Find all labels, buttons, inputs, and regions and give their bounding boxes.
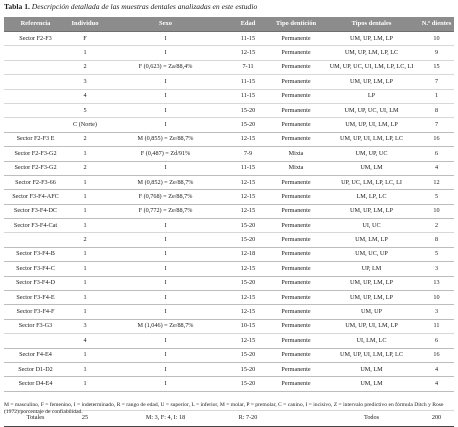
cell-tipo-denticion: Permanente (268, 175, 324, 189)
cell-num-dientes: 10 (419, 291, 454, 305)
cell-num-dientes: 1 (419, 89, 454, 103)
cell-sexo: I (103, 118, 228, 132)
cell-referencia: Sector D1-D2 (4, 362, 67, 376)
cell-individuo: 1 (67, 46, 103, 60)
cell-individuo: F (67, 32, 103, 46)
cell-tipos-dentales: UM, UP, UC, UI, LM (324, 103, 419, 117)
cell-sexo: I (103, 75, 228, 89)
cell-num-dientes: 7 (419, 75, 454, 89)
cell-individuo: 2 (67, 233, 103, 247)
cell-sexo: I (103, 377, 228, 391)
cell-individuo: 3 (67, 319, 103, 333)
table-row (4, 319, 454, 333)
cell-sexo: I (103, 334, 228, 348)
cell-individuo: 1 (67, 305, 103, 319)
cell-num-dientes: 15 (419, 60, 454, 74)
cell-individuo: 2 (67, 60, 103, 74)
caption-text: Descripción detallada de las muestras dentales analizadas en este estudio (31, 2, 258, 11)
cell-individuo: 1 (67, 219, 103, 233)
cell-tipo-denticion: Permanente (268, 233, 324, 247)
cell-tipo-denticion: Permanente (268, 219, 324, 233)
cell-tipos-dentales: UM, UP, LM, LP (324, 204, 419, 218)
cell-num-dientes: 7 (419, 118, 454, 132)
table-row (4, 219, 454, 233)
table-row (4, 348, 454, 362)
cell-num-dientes: 13 (419, 276, 454, 290)
cell-individuo: 4 (67, 334, 103, 348)
cell-individuo: 1 (67, 348, 103, 362)
cell-individuo: 1 (67, 291, 103, 305)
cell-num-dientes: 10 (419, 32, 454, 46)
cell-sexo: M (0,855) = Ze/88,7% (103, 132, 228, 146)
cell-referencia: Sector D4-E4 (4, 377, 67, 391)
cell-sexo: I (103, 305, 228, 319)
cell-tipo-denticion: Permanente (268, 118, 324, 132)
cell-num-dientes: 4 (419, 377, 454, 391)
cell-tipos-dentales: UM, UP, LM, LP (324, 32, 419, 46)
cell-tipo-denticion: Permanente (268, 362, 324, 376)
cell-edad: 12-15 (228, 334, 268, 348)
totals-cell-edad: R: 7-20 (228, 410, 268, 426)
table-row (4, 60, 454, 74)
cell-edad: 12-15 (228, 291, 268, 305)
cell-tipo-denticion: Permanente (268, 60, 324, 74)
cell-tipos-dentales: UI, UC (324, 219, 419, 233)
cell-referencia: Sector F2-F3 (4, 32, 67, 46)
cell-edad: 7-11 (228, 60, 268, 74)
cell-num-dientes: 11 (419, 319, 454, 333)
table-row (4, 147, 454, 161)
cell-sexo: I (103, 219, 228, 233)
cell-num-dientes: 4 (419, 161, 454, 175)
table-row (4, 334, 454, 348)
cell-tipos-dentales: UM, UP, UC (324, 147, 419, 161)
cell-tipos-dentales: UM, UP, UI, LM, LP, LC (324, 132, 419, 146)
cell-tipo-denticion: Permanente (268, 132, 324, 146)
cell-tipo-denticion: Permanente (268, 305, 324, 319)
cell-referencia: Sector F4-E4 (4, 348, 67, 362)
cell-tipo-denticion: Permanente (268, 32, 324, 46)
cell-individuo: 1 (67, 276, 103, 290)
cell-tipos-dentales: UM, UP, UI, LM, LP (324, 319, 419, 333)
cell-individuo: 3 (67, 75, 103, 89)
table-row (4, 103, 454, 117)
cell-tipo-denticion: Permanente (268, 103, 324, 117)
cell-tipos-dentales: UP, LM (324, 262, 419, 276)
cell-referencia: Sector F3-F4-E (4, 291, 67, 305)
table-row (4, 233, 454, 247)
table-row (4, 161, 454, 175)
cell-referencia: Sector F3-G3 (4, 319, 67, 333)
cell-num-dientes: 4 (419, 362, 454, 376)
cell-individuo: C (Norte) (67, 118, 103, 132)
cell-num-dientes: 16 (419, 132, 454, 146)
cell-tipos-dentales: UM, LM (324, 161, 419, 175)
cell-sexo: F (0,768) = Ze/88,7% (103, 190, 228, 204)
cell-tipo-denticion: Permanente (268, 348, 324, 362)
cell-num-dientes: 12 (419, 175, 454, 189)
cell-edad: 12-15 (228, 132, 268, 146)
cell-tipos-dentales: UM, UP, LM, LP, LC (324, 46, 419, 60)
cell-edad: 7-9 (228, 147, 268, 161)
cell-referencia: Sector F2-F3-G2 (4, 161, 67, 175)
cell-referencia (4, 75, 67, 89)
table-row (4, 204, 454, 218)
cell-tipo-denticion: Permanente (268, 276, 324, 290)
cell-tipos-dentales: LP (324, 89, 419, 103)
cell-edad: 15-20 (228, 362, 268, 376)
totals-cell-referencia: Totales (4, 410, 67, 426)
cell-referencia: Sector F2-F3-66 (4, 175, 67, 189)
cell-edad: 15-20 (228, 118, 268, 132)
cell-num-dientes: 8 (419, 103, 454, 117)
cell-edad: 12-18 (228, 247, 268, 261)
cell-tipos-dentales: UM, LM (324, 362, 419, 376)
table-row (4, 32, 454, 46)
table-footnote: M = masculino, F = femenino, I = indeterminado, R = rango de edad, U = superior, L = inferior, M = molar, P = premolar, C = canino, I = incisivo, Z = intervalo predictivo en fórmula Ditch y Rose (1972)/porcentaje de confiabilidad. (4, 402, 444, 415)
cell-referencia (4, 46, 67, 60)
cell-sexo: F (0,623) = Za/88,4% (103, 60, 228, 74)
totals-cell-num-dientes: 200 (419, 410, 454, 426)
table-row (4, 262, 454, 276)
cell-tipos-dentales: UM, UP (324, 305, 419, 319)
cell-referencia: Sector F2-F3-G2 (4, 147, 67, 161)
cell-sexo: I (103, 348, 228, 362)
table-row (4, 276, 454, 290)
cell-sexo: I (103, 233, 228, 247)
cell-edad: 10-15 (228, 319, 268, 333)
header-tipo-denticion: Tipo dentición (268, 17, 324, 32)
cell-sexo: M (1,046) = Ze/88,7% (103, 319, 228, 333)
cell-tipos-dentales: UM, UP, UI, LM, LP (324, 118, 419, 132)
cell-referencia (4, 103, 67, 117)
cell-num-dientes: 6 (419, 147, 454, 161)
cell-edad: 11-15 (228, 75, 268, 89)
cell-edad: 12-15 (228, 204, 268, 218)
table-row (4, 75, 454, 89)
cell-referencia (4, 118, 67, 132)
cell-edad: 11-15 (228, 89, 268, 103)
table-row (4, 190, 454, 204)
cell-tipos-dentales: UM, UP, LM, LP (324, 276, 419, 290)
cell-sexo: I (103, 32, 228, 46)
cell-edad: 15-20 (228, 103, 268, 117)
cell-tipo-denticion: Permanente (268, 247, 324, 261)
table-row (4, 118, 454, 132)
cell-edad: 12-15 (228, 175, 268, 189)
table-body (4, 32, 454, 427)
cell-tipo-denticion: Permanente (268, 319, 324, 333)
cell-sexo: I (103, 291, 228, 305)
cell-sexo: I (103, 362, 228, 376)
cell-tipo-denticion: Permanente (268, 75, 324, 89)
cell-individuo: 1 (67, 377, 103, 391)
cell-tipo-denticion: Permanente (268, 377, 324, 391)
header-row (4, 17, 454, 32)
cell-individuo: 1 (67, 247, 103, 261)
cell-tipos-dentales: UM, LM (324, 377, 419, 391)
cell-sexo: I (103, 247, 228, 261)
totals-cell-sexo: M: 3, F: 4, I: 18 (103, 410, 228, 426)
cell-tipos-dentales: UM, UP, UC, UI, LM, LP, LC, LI (324, 60, 419, 74)
cell-tipo-denticion: Mixta (268, 147, 324, 161)
cell-sexo: I (103, 262, 228, 276)
cell-tipo-denticion: Mixta (268, 161, 324, 175)
table-row (4, 305, 454, 319)
cell-sexo: I (103, 161, 228, 175)
caption-label: Tabla 1. (4, 2, 30, 11)
cell-sexo: I (103, 46, 228, 60)
table-row (4, 132, 454, 146)
cell-tipo-denticion: Permanente (268, 89, 324, 103)
cell-sexo: I (103, 89, 228, 103)
cell-num-dientes: 8 (419, 233, 454, 247)
cell-num-dientes: 6 (419, 334, 454, 348)
cell-tipo-denticion: Permanente (268, 190, 324, 204)
cell-individuo: 5 (67, 103, 103, 117)
cell-edad: 12-15 (228, 305, 268, 319)
header-individuo: Individuo (67, 17, 103, 32)
cell-tipos-dentales: UM, UP, UI, LM, LP, LC (324, 348, 419, 362)
table-row (4, 362, 454, 376)
cell-referencia (4, 60, 67, 74)
cell-referencia: Sector F3-F4-D (4, 276, 67, 290)
cell-tipos-dentales: UP, UC, LM, LP, LC, LI (324, 175, 419, 189)
cell-edad: 15-20 (228, 348, 268, 362)
cell-num-dientes: 5 (419, 247, 454, 261)
cell-referencia: Sector F3-F4-F (4, 305, 67, 319)
cell-tipo-denticion: Permanente (268, 291, 324, 305)
cell-tipo-denticion: Permanente (268, 334, 324, 348)
cell-referencia: Sector F3-F4-AFC (4, 190, 67, 204)
cell-sexo: F (0,487) = Zd/91% (103, 147, 228, 161)
totals-cell-individuo: 25 (67, 410, 103, 426)
table-caption (4, 2, 454, 12)
cell-tipo-denticion: Permanente (268, 204, 324, 218)
cell-edad: 15-20 (228, 233, 268, 247)
header-sexo: Sexo (103, 17, 228, 32)
cell-num-dientes: 9 (419, 46, 454, 60)
cell-referencia: Sector F3-F4-B (4, 247, 67, 261)
cell-edad: 15-20 (228, 377, 268, 391)
cell-individuo: 1 (67, 204, 103, 218)
cell-tipos-dentales: UI, LM, LC (324, 334, 419, 348)
table-row (4, 89, 454, 103)
table-row (4, 175, 454, 189)
cell-individuo: 1 (67, 175, 103, 189)
totals-cell-tipos-dentales: Todos (324, 410, 419, 426)
cell-num-dientes: 2 (419, 219, 454, 233)
header-tipos-dentales: Tipos dentales (324, 17, 419, 32)
table-row (4, 291, 454, 305)
cell-sexo: M (0,852) = Ze/88,7% (103, 175, 228, 189)
cell-sexo: F (0,772) = Ze/88,7% (103, 204, 228, 218)
cell-num-dientes: 3 (419, 305, 454, 319)
cell-referencia (4, 334, 67, 348)
cell-edad: 15-20 (228, 219, 268, 233)
table-row (4, 377, 454, 391)
header-referencia: Referencia (4, 17, 67, 32)
cell-edad: 11-15 (228, 32, 268, 46)
cell-tipos-dentales: UM, LM, LP (324, 233, 419, 247)
cell-individuo: 2 (67, 161, 103, 175)
header-num-dientes: N.º dientes (419, 17, 454, 32)
cell-num-dientes: 16 (419, 348, 454, 362)
cell-referencia: Sector F2-F3 E (4, 132, 67, 146)
cell-individuo: 1 (67, 147, 103, 161)
cell-num-dientes: 3 (419, 262, 454, 276)
cell-referencia: Sector F3-F4-DC (4, 204, 67, 218)
cell-individuo: 2 (67, 132, 103, 146)
cell-tipos-dentales: UM, UP, LM, LP (324, 75, 419, 89)
cell-tipos-dentales: UM, UC, UP (324, 247, 419, 261)
cell-edad: 12-15 (228, 46, 268, 60)
cell-referencia: Sector F3-F4-Cat (4, 219, 67, 233)
cell-num-dientes: 5 (419, 190, 454, 204)
cell-referencia: Sector F3-F4-C (4, 262, 67, 276)
dental-samples-table (4, 17, 454, 427)
header-edad: Edad (228, 17, 268, 32)
cell-tipos-dentales: UM, UP, LM, LP (324, 291, 419, 305)
cell-edad: 15-20 (228, 276, 268, 290)
cell-edad: 11-15 (228, 161, 268, 175)
cell-sexo: I (103, 103, 228, 117)
cell-edad: 12-15 (228, 262, 268, 276)
table-row (4, 46, 454, 60)
cell-individuo: 1 (67, 190, 103, 204)
cell-individuo: 1 (67, 262, 103, 276)
cell-tipo-denticion: Permanente (268, 46, 324, 60)
cell-sexo: I (103, 276, 228, 290)
cell-edad: 12-15 (228, 190, 268, 204)
cell-referencia (4, 233, 67, 247)
cell-referencia (4, 89, 67, 103)
cell-tipos-dentales: LM, LP, LC (324, 190, 419, 204)
cell-tipo-denticion: Permanente (268, 262, 324, 276)
cell-num-dientes: 10 (419, 204, 454, 218)
cell-individuo: 1 (67, 362, 103, 376)
table-row (4, 247, 454, 261)
cell-individuo: 4 (67, 89, 103, 103)
